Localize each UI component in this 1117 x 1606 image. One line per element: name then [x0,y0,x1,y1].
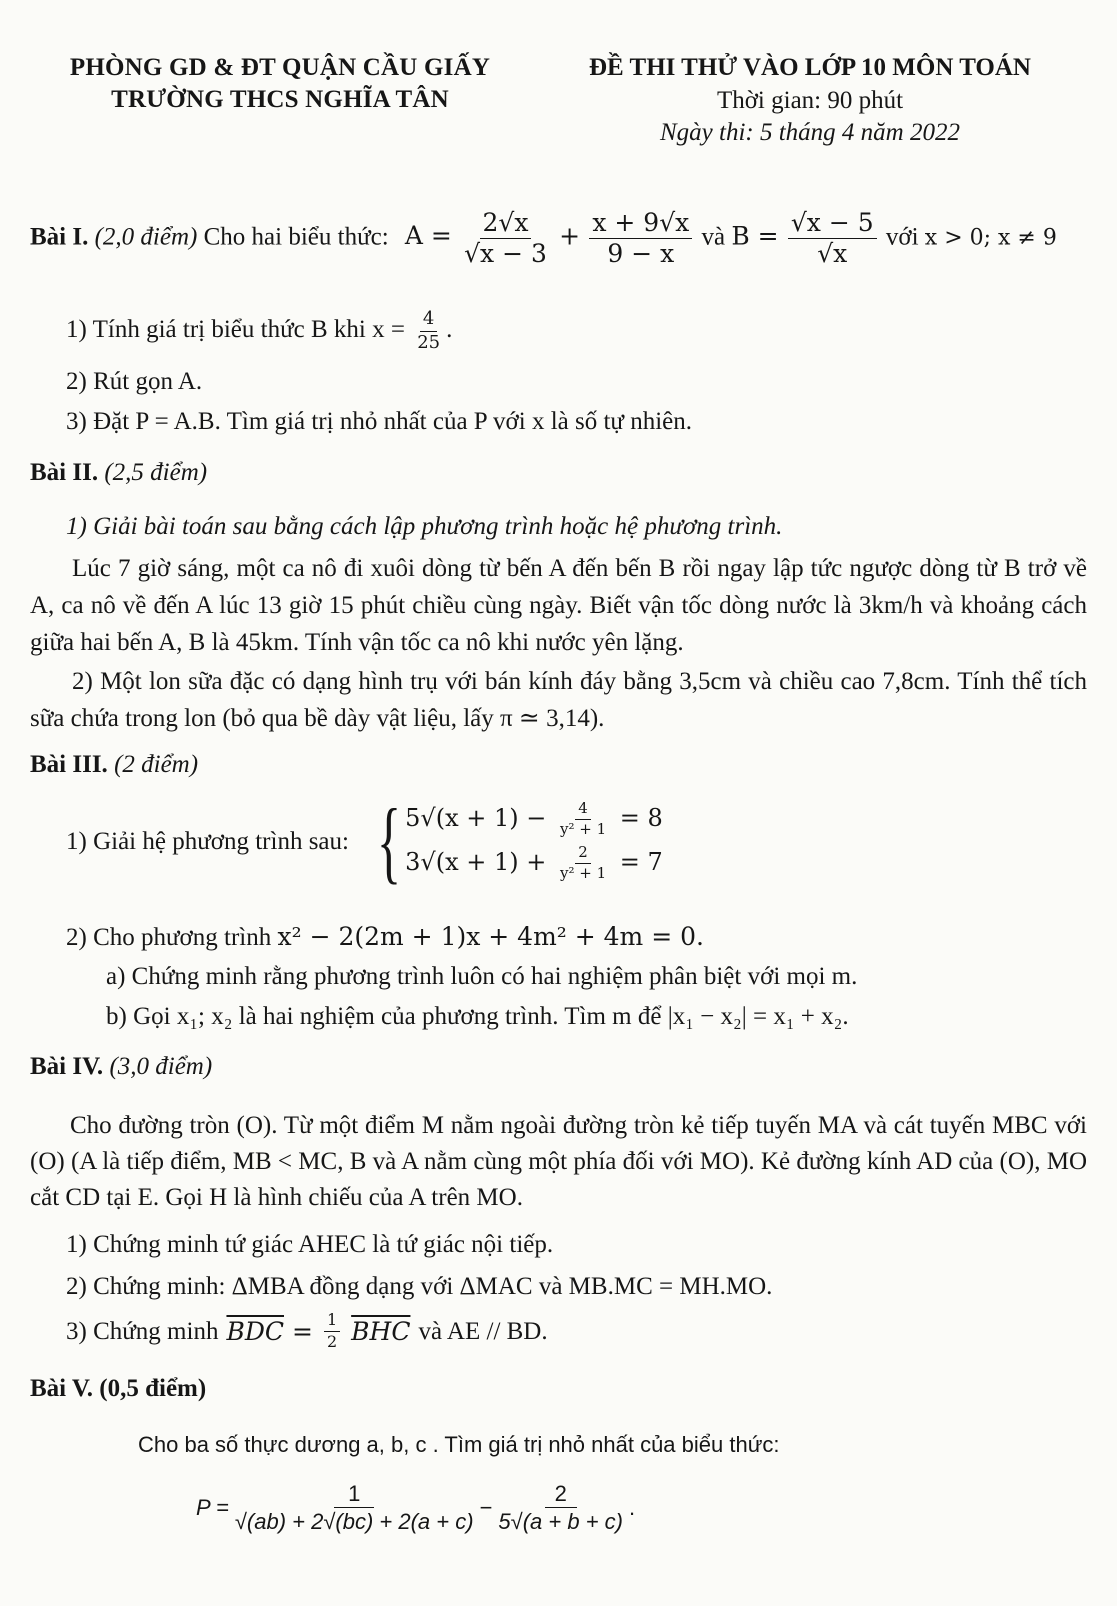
department-name: PHÒNG GD & ĐT QUẬN CẦU GIẤY [69,54,491,81]
expr-B-label: B = [731,221,779,251]
and-word: và [701,223,726,251]
half-fraction: $\frac{1}{2}$ [324,1312,340,1351]
P-fraction2: $\frac{2}{5√(a + b + c)}$ [498,1481,623,1535]
bai4-points: (3,0 điểm) [109,1053,213,1080]
bai2-points: (2,5 điểm) [104,459,208,486]
expr-A-fraction1: $\frac{2√x}{√x - 3}$ [464,208,547,269]
q1-fraction: $\frac{4}{25}$ [417,308,441,353]
exam-date: Ngày thi: 5 tháng 4 năm 2022 [660,119,960,146]
bai2-question1-head: 1) Giải bài toán sau bằng cách lập phương trình hoặc hệ phương trình. [66,513,783,540]
bai1-question1: 1) Tính giá trị biểu thức B khi x = $\frac{4}{25}$ . [66,308,453,353]
bai4-title: Bài IV. [30,1053,104,1080]
bai3-points: (2 điểm) [114,751,199,778]
bai4-intro: Cho đường tròn (O). Từ một điểm M nằm ngoài đường tròn kẻ tiếp tuyến MA và cát tuyến MBC với (O) (A là tiếp điểm, MB < MC, B và A nằm cùng một phía đối với MO). Kẻ đường kính AD của (O), MO cắt CD tại E. Gọi H là hình chiếu của A trên MO. [30,1112,1087,1211]
expr-A-label: A = [404,221,452,251]
condition: x > 0; x ≠ 9 [924,225,1057,251]
bai5-heading [30,1372,1087,1405]
bai1-question2: 2) Rút gọn A. [66,368,203,395]
expr-B-fraction: $\frac{√x - 5}{√x}$ [788,210,877,268]
bai2-question1-text: Lúc 7 giờ sáng, một ca nô đi xuôi dòng từ bến A đến bến B rồi ngay lập tức ngược dòng từ B trở về A, ca nô về đến A lúc 13 giờ 15 phút chiều cùng ngày. Biết vận tốc dòng nước là 3km/h và khoảng cách giữa hai bến A, B là 45km. Tính vận tốc ca nô khi nước yên lặng. [30,555,1087,656]
bai5-title: Bài V. [30,1375,94,1402]
bai4-question3: 3) Chứng minh $\overline{BDC}$ = $\frac{1}{2}$ $\overline{BHC}$ và AE // BD. [66,1310,548,1351]
header-left [30,52,530,116]
bai4-question1: 1) Chứng minh tứ giác AHEC là tứ giác nội tiếp. [66,1231,554,1258]
bai1-question3: 3) Đặt P = A.B. Tìm giá trị nhỏ nhất của P với x là số tự nhiên. [66,408,693,435]
bai5-intro: Cho ba số thực dương a, b, c . Tìm giá trị nhỏ nhất của biểu thức: [138,1432,780,1457]
condition-word: với [885,223,919,251]
equation-2: 3√(x + 1) + $\frac{2}{\text{y² + 1}}$ = 7 [405,843,663,883]
bai3-question2b: b) Gọi x₁; x₂ là hai nghiệm của phương trình. Tìm m để |x₁ − x₂| = x₁ + x₂. [106,1003,849,1030]
P-fraction1: $\frac{1}{√(ab) + 2√(bc) + 2(a + c)}$ [234,1481,474,1535]
bai3-question1: 1) Giải hệ phương trình sau: { 5√(x + 1) − $\frac{4}{\text{y² + 1}}$ = 8 3√(x + 1) + $\frac{2}{\text{y² + 1}}$ = 7 [66,790,663,892]
bai1-intro: Cho hai biểu thức: [203,223,389,251]
school-name: TRƯỜNG THCS NGHĨA TÂN [111,86,449,113]
bai5-expression: P = $\frac{1}{√(ab) + 2√(bc) + 2(a + c)}$ − $\frac{2}{5√(a + b + c)}$ . [196,1481,636,1535]
bai3-heading [30,748,1087,781]
quadratic-equation: x² − 2(2m + 1)x + 4m² + 4m = 0. [277,922,704,951]
bai3-question2a: a) Chứng minh rằng phương trình luôn có hai nghiệm phân biệt với mọi m. [106,963,858,990]
bai4-question2: 2) Chứng minh: ΔMBA đồng dạng với ΔMAC và MB.MC = MH.MO. [66,1273,773,1300]
equation-1: 5√(x + 1) − $\frac{4}{\text{y² + 1}}$ = 8 [405,798,663,838]
bai3-question2: 2) Cho phương trình x² − 2(2m + 1)x + 4m² + 4m = 0. [66,922,704,951]
bai3-title: Bài III. [30,751,108,778]
exam-title: ĐỀ THI THỬ VÀO LỚP 10 MÔN TOÁN [589,54,1031,81]
arc-BDC: $\overline{BDC}$ [226,1316,284,1346]
bai2-question2-text: 2) Một lon sữa đặc có dạng hình trụ với bán kính đáy bằng 3,5cm và chiều cao 7,8cm. Tính thể tích sữa chứa trong lon (bỏ qua bề dày vật liệu, lấy π ≃ 3,14). [30,668,1087,732]
header-right [540,52,1080,150]
bai5-points: (0,5 điểm) [99,1375,207,1402]
bai4-heading [30,1050,1087,1083]
bai1-statement [30,210,1087,268]
bai1-title: Bài I. [30,223,89,251]
exam-duration: Thời gian: 90 phút [716,86,904,114]
arc-BHC: $\overline{BHC}$ [351,1316,411,1346]
expr-A-fraction2: $\frac{x + 9√x}{9 - x}$ [589,210,692,268]
left-brace: { [376,790,402,892]
bai2-title: Bài II. [30,459,99,486]
bai1-points: (2,0 điểm) [94,223,198,251]
plus-sign: + [559,221,581,251]
bai2-heading [30,456,1087,489]
